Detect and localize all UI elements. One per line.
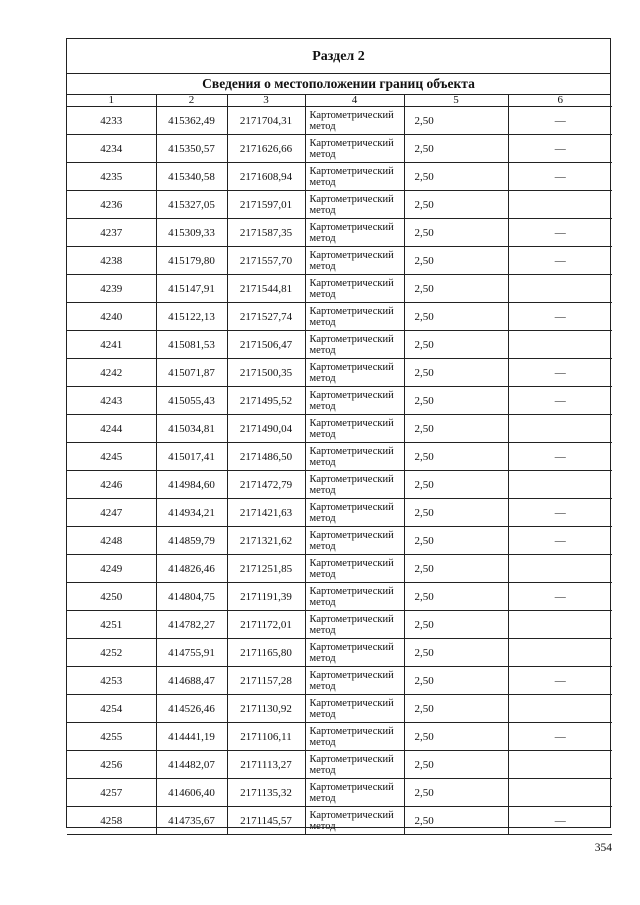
y-coordinate-cell: 2171506,47: [227, 331, 305, 359]
method-cell: Картометрический метод: [305, 163, 404, 191]
description-cell: —: [508, 359, 612, 387]
y-coordinate-cell: 2171135,32: [227, 779, 305, 807]
column-header: 6: [508, 95, 612, 107]
y-coordinate-cell: 2171495,52: [227, 387, 305, 415]
point-number-cell: 4247: [67, 499, 156, 527]
x-coordinate-cell: 415309,33: [156, 219, 227, 247]
x-coordinate-cell: 414735,67: [156, 807, 227, 835]
method-cell: Картометрический метод: [305, 807, 404, 835]
description-cell: —: [508, 247, 612, 275]
method-cell: Картометрический метод: [305, 247, 404, 275]
table-row: [67, 359, 612, 387]
x-coordinate-cell: 414782,27: [156, 611, 227, 639]
y-coordinate-cell: 2171587,35: [227, 219, 305, 247]
table-row: [67, 667, 612, 695]
point-number-cell: 4258: [67, 807, 156, 835]
method-cell: Картометрический метод: [305, 499, 404, 527]
description-cell: —: [508, 163, 612, 191]
table-row: [67, 191, 612, 219]
section-title: Раздел 2: [67, 39, 610, 74]
x-coordinate-cell: 414482,07: [156, 751, 227, 779]
description-cell: [508, 275, 612, 303]
accuracy-cell: 2,50: [404, 415, 508, 443]
x-coordinate-cell: 415034,81: [156, 415, 227, 443]
table-row: [67, 779, 612, 807]
table-row: [67, 695, 612, 723]
description-cell: —: [508, 667, 612, 695]
table-row: [67, 583, 612, 611]
method-cell: Картометрический метод: [305, 695, 404, 723]
point-number-cell: 4250: [67, 583, 156, 611]
method-cell: Картометрический метод: [305, 751, 404, 779]
method-cell: Картометрический метод: [305, 639, 404, 667]
method-cell: Картометрический метод: [305, 387, 404, 415]
x-coordinate-cell: 415071,87: [156, 359, 227, 387]
x-coordinate-cell: 415055,43: [156, 387, 227, 415]
method-cell: Картометрический метод: [305, 303, 404, 331]
accuracy-cell: 2,50: [404, 723, 508, 751]
table-row: [67, 247, 612, 275]
accuracy-cell: 2,50: [404, 779, 508, 807]
accuracy-cell: 2,50: [404, 331, 508, 359]
point-number-cell: 4236: [67, 191, 156, 219]
y-coordinate-cell: 2171145,57: [227, 807, 305, 835]
x-coordinate-cell: 415340,58: [156, 163, 227, 191]
table-row: [67, 387, 612, 415]
description-cell: —: [508, 135, 612, 163]
method-cell: Картометрический метод: [305, 135, 404, 163]
method-cell: Картометрический метод: [305, 359, 404, 387]
column-header: 1: [67, 95, 156, 107]
point-number-cell: 4252: [67, 639, 156, 667]
x-coordinate-cell: 415122,13: [156, 303, 227, 331]
x-coordinate-cell: 414804,75: [156, 583, 227, 611]
point-number-cell: 4249: [67, 555, 156, 583]
y-coordinate-cell: 2171157,28: [227, 667, 305, 695]
accuracy-cell: 2,50: [404, 275, 508, 303]
point-number-cell: 4244: [67, 415, 156, 443]
description-cell: [508, 751, 612, 779]
accuracy-cell: 2,50: [404, 163, 508, 191]
table-row: [67, 611, 612, 639]
x-coordinate-cell: 414826,46: [156, 555, 227, 583]
description-cell: —: [508, 387, 612, 415]
accuracy-cell: 2,50: [404, 247, 508, 275]
accuracy-cell: 2,50: [404, 443, 508, 471]
description-cell: [508, 611, 612, 639]
description-cell: [508, 555, 612, 583]
method-cell: Картометрический метод: [305, 583, 404, 611]
method-cell: Картометрический метод: [305, 779, 404, 807]
point-number-cell: 4242: [67, 359, 156, 387]
column-header: 3: [227, 95, 305, 107]
description-cell: [508, 779, 612, 807]
y-coordinate-cell: 2171165,80: [227, 639, 305, 667]
point-number-cell: 4241: [67, 331, 156, 359]
method-cell: Картометрический метод: [305, 275, 404, 303]
document-frame: [66, 38, 611, 832]
column-header: 4: [305, 95, 404, 107]
table-row: [67, 415, 612, 443]
method-cell: Картометрический метод: [305, 611, 404, 639]
accuracy-cell: 2,50: [404, 751, 508, 779]
description-cell: [508, 331, 612, 359]
method-cell: Картометрический метод: [305, 219, 404, 247]
table-row: [67, 219, 612, 247]
accuracy-cell: 2,50: [404, 499, 508, 527]
point-number-cell: 4240: [67, 303, 156, 331]
table-row: [67, 639, 612, 667]
x-coordinate-cell: 414441,19: [156, 723, 227, 751]
method-cell: Картометрический метод: [305, 107, 404, 135]
point-number-cell: 4243: [67, 387, 156, 415]
point-number-cell: 4235: [67, 163, 156, 191]
point-number-cell: 4248: [67, 527, 156, 555]
point-number-cell: 4237: [67, 219, 156, 247]
method-cell: Картометрический метод: [305, 667, 404, 695]
column-header: 2: [156, 95, 227, 107]
y-coordinate-cell: 2171704,31: [227, 107, 305, 135]
method-cell: Картометрический метод: [305, 527, 404, 555]
point-number-cell: 4234: [67, 135, 156, 163]
table-row: [67, 303, 612, 331]
point-number-cell: 4253: [67, 667, 156, 695]
point-number-cell: 4251: [67, 611, 156, 639]
point-number-cell: 4256: [67, 751, 156, 779]
description-cell: —: [508, 443, 612, 471]
y-coordinate-cell: 2171472,79: [227, 471, 305, 499]
method-cell: Картометрический метод: [305, 443, 404, 471]
table-row: [67, 527, 612, 555]
description-cell: [508, 471, 612, 499]
point-number-cell: 4257: [67, 779, 156, 807]
table-row: [67, 163, 612, 191]
x-coordinate-cell: 414984,60: [156, 471, 227, 499]
y-coordinate-cell: 2171113,27: [227, 751, 305, 779]
y-coordinate-cell: 2171608,94: [227, 163, 305, 191]
method-cell: Картометрический метод: [305, 555, 404, 583]
description-cell: [508, 639, 612, 667]
column-number-row: [67, 95, 612, 107]
table-row: [67, 443, 612, 471]
description-cell: [508, 191, 612, 219]
x-coordinate-cell: 415327,05: [156, 191, 227, 219]
point-number-cell: 4245: [67, 443, 156, 471]
point-number-cell: 4246: [67, 471, 156, 499]
accuracy-cell: 2,50: [404, 387, 508, 415]
x-coordinate-cell: 415017,41: [156, 443, 227, 471]
table-row: [67, 751, 612, 779]
accuracy-cell: 2,50: [404, 667, 508, 695]
method-cell: Картометрический метод: [305, 415, 404, 443]
page-number: 354: [594, 842, 612, 854]
x-coordinate-cell: 414934,21: [156, 499, 227, 527]
description-cell: —: [508, 303, 612, 331]
y-coordinate-cell: 2171597,01: [227, 191, 305, 219]
point-number-cell: 4239: [67, 275, 156, 303]
y-coordinate-cell: 2171251,85: [227, 555, 305, 583]
point-number-cell: 4233: [67, 107, 156, 135]
description-cell: —: [508, 527, 612, 555]
table-row: [67, 471, 612, 499]
y-coordinate-cell: 2171106,11: [227, 723, 305, 751]
y-coordinate-cell: 2171626,66: [227, 135, 305, 163]
y-coordinate-cell: 2171557,70: [227, 247, 305, 275]
method-cell: Картометрический метод: [305, 191, 404, 219]
table-row: [67, 807, 612, 835]
y-coordinate-cell: 2171130,92: [227, 695, 305, 723]
point-number-cell: 4238: [67, 247, 156, 275]
accuracy-cell: 2,50: [404, 583, 508, 611]
table-subtitle: Сведения о местоположении границ объекта: [67, 74, 610, 95]
y-coordinate-cell: 2171490,04: [227, 415, 305, 443]
method-cell: Картометрический метод: [305, 331, 404, 359]
table-row: [67, 275, 612, 303]
column-header: 5: [404, 95, 508, 107]
method-cell: Картометрический метод: [305, 723, 404, 751]
x-coordinate-cell: 415179,80: [156, 247, 227, 275]
x-coordinate-cell: 415362,49: [156, 107, 227, 135]
accuracy-cell: 2,50: [404, 107, 508, 135]
description-cell: —: [508, 807, 612, 835]
x-coordinate-cell: 414755,91: [156, 639, 227, 667]
description-cell: —: [508, 723, 612, 751]
y-coordinate-cell: 2171486,50: [227, 443, 305, 471]
table-row: [67, 555, 612, 583]
accuracy-cell: 2,50: [404, 555, 508, 583]
x-coordinate-cell: 414606,40: [156, 779, 227, 807]
point-number-cell: 4255: [67, 723, 156, 751]
x-coordinate-cell: 415147,91: [156, 275, 227, 303]
x-coordinate-cell: 415350,57: [156, 135, 227, 163]
table-row: [67, 135, 612, 163]
accuracy-cell: 2,50: [404, 471, 508, 499]
method-cell: Картометрический метод: [305, 471, 404, 499]
y-coordinate-cell: 2171527,74: [227, 303, 305, 331]
x-coordinate-cell: 414859,79: [156, 527, 227, 555]
table-row: [67, 723, 612, 751]
description-cell: [508, 415, 612, 443]
y-coordinate-cell: 2171191,39: [227, 583, 305, 611]
accuracy-cell: 2,50: [404, 527, 508, 555]
accuracy-cell: 2,50: [404, 135, 508, 163]
accuracy-cell: 2,50: [404, 807, 508, 835]
y-coordinate-cell: 2171421,63: [227, 499, 305, 527]
table-row: [67, 331, 612, 359]
accuracy-cell: 2,50: [404, 639, 508, 667]
accuracy-cell: 2,50: [404, 303, 508, 331]
accuracy-cell: 2,50: [404, 191, 508, 219]
accuracy-cell: 2,50: [404, 611, 508, 639]
description-cell: [508, 695, 612, 723]
y-coordinate-cell: 2171544,81: [227, 275, 305, 303]
accuracy-cell: 2,50: [404, 219, 508, 247]
boundary-points-table: [67, 95, 612, 835]
description-cell: —: [508, 219, 612, 247]
y-coordinate-cell: 2171500,35: [227, 359, 305, 387]
y-coordinate-cell: 2171321,62: [227, 527, 305, 555]
accuracy-cell: 2,50: [404, 359, 508, 387]
table-row: [67, 499, 612, 527]
description-cell: —: [508, 583, 612, 611]
description-cell: —: [508, 499, 612, 527]
x-coordinate-cell: 414526,46: [156, 695, 227, 723]
table-row: [67, 107, 612, 135]
x-coordinate-cell: 414688,47: [156, 667, 227, 695]
description-cell: —: [508, 107, 612, 135]
point-number-cell: 4254: [67, 695, 156, 723]
accuracy-cell: 2,50: [404, 695, 508, 723]
y-coordinate-cell: 2171172,01: [227, 611, 305, 639]
x-coordinate-cell: 415081,53: [156, 331, 227, 359]
